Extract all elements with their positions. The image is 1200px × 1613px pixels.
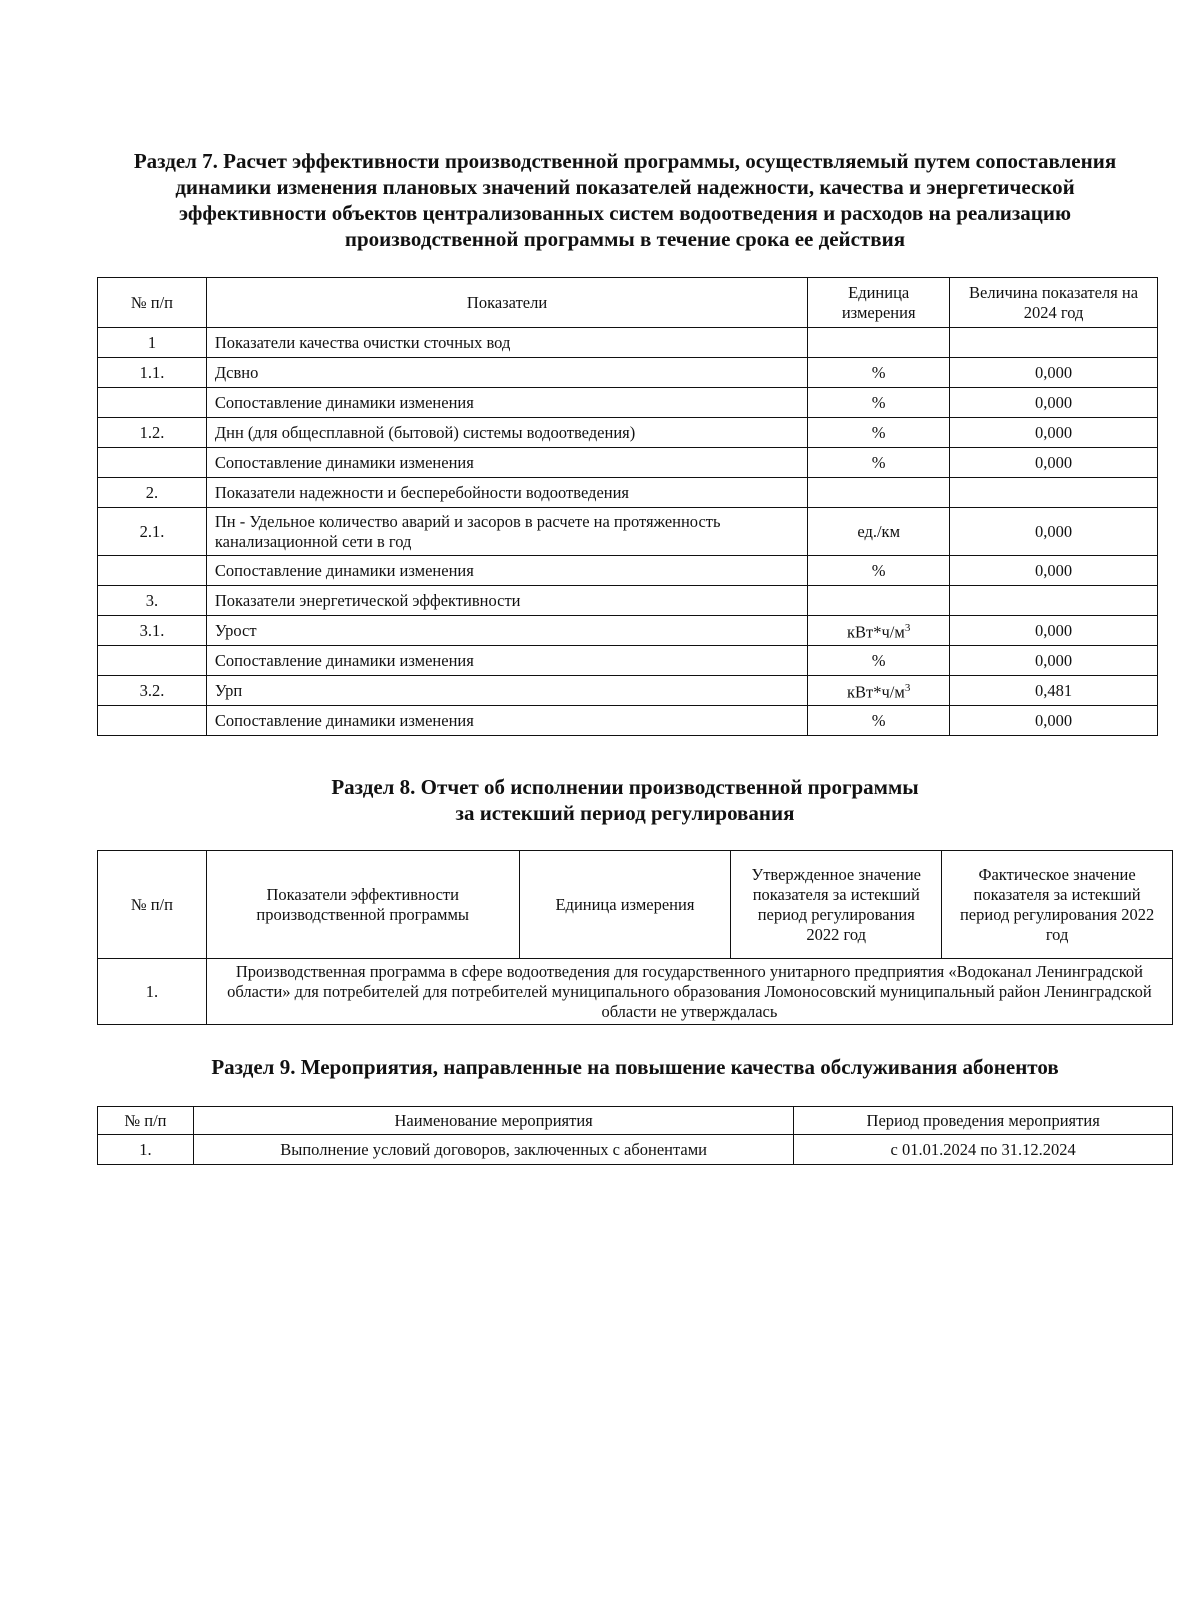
cell-unit-text: %: [871, 560, 886, 580]
cell-value-text: 0,481: [1035, 680, 1073, 700]
header-indicator: Показатели эффективности производственной программы: [206, 851, 519, 959]
cell-indicator: [206, 706, 807, 736]
cell-indicator: [206, 646, 807, 676]
cell-value: [950, 508, 1158, 556]
row-num: 1.: [98, 959, 207, 1025]
table-row: [98, 586, 1158, 616]
cell-num: [98, 646, 207, 676]
cell-indicator-text: Сопоставление динамики изменения: [214, 710, 474, 730]
cell-value: [950, 478, 1158, 508]
row-num: 1.: [98, 1135, 194, 1165]
section8-title-line1: Раздел 8. Отчет об исполнении производственной программы: [331, 775, 919, 799]
cell-value: [950, 388, 1158, 418]
cell-num: [98, 418, 207, 448]
cell-unit: [808, 556, 950, 586]
cell-unit-text: %: [871, 710, 886, 730]
cell-value: [950, 418, 1158, 448]
cell-indicator-text: Днн (для общесплавной (бытовой) системы водоотведения): [214, 422, 636, 442]
cell-unit: [808, 706, 950, 736]
cell-num: [98, 508, 207, 556]
cell-value-text: 0,000: [1035, 392, 1073, 412]
cell-num: [98, 358, 207, 388]
cell-indicator-text: Урп: [214, 680, 243, 700]
section8-title-line2: за истекший период регулирования: [455, 801, 795, 825]
cell-value: [950, 706, 1158, 736]
cell-indicator: [206, 358, 807, 388]
cell-indicator: [206, 388, 807, 418]
cell-num-text: 3.2.: [139, 680, 165, 700]
section7-title: Раздел 7. Расчет эффективности производственной программы, осуществляемый путем сопоставления динамики изменения плановых значений показателей надежности, качества и энергетической эффективности объектов централизованных систем водоотведения и расходов на реализацию производственной программы в течение срока ее действия: [133, 149, 1117, 251]
cell-indicator: [206, 418, 807, 448]
header-indicator: Показатели: [206, 278, 807, 328]
header-num: № п/п: [98, 278, 207, 328]
header-actual: Фактическое значение показателя за истекший период регулирования 2022 год: [942, 851, 1173, 959]
cell-unit-text: %: [871, 392, 886, 412]
cell-unit: [808, 328, 950, 358]
cell-indicator: [206, 328, 807, 358]
cell-value-text: 0,000: [1035, 422, 1073, 442]
table-row: [98, 676, 1158, 706]
cell-unit-text: ед./км: [857, 521, 901, 541]
cell-unit: [808, 616, 950, 646]
cell-num: [98, 616, 207, 646]
cell-num: [98, 328, 207, 358]
table-row: [98, 478, 1158, 508]
cell-unit: [808, 388, 950, 418]
table-row: [98, 706, 1158, 736]
section8-title: [110, 774, 1140, 826]
cell-value: [950, 586, 1158, 616]
cell-num-text: 2.1.: [139, 521, 165, 541]
table-row: [98, 959, 1173, 1025]
cell-unit: [808, 676, 950, 706]
table-row: [98, 358, 1158, 388]
table-row: [98, 448, 1158, 478]
cell-unit: [808, 478, 950, 508]
cell-num: [98, 556, 207, 586]
header-name: Наименование мероприятия: [193, 1107, 793, 1135]
header-unit: Единица измерения: [808, 278, 950, 328]
cell-value: [950, 646, 1158, 676]
cell-indicator-text: Показатели надежности и бесперебойности водоотведения: [214, 482, 630, 502]
cell-num-text: 1: [147, 332, 157, 352]
cell-unit-text: %: [871, 362, 886, 382]
cell-value-text: 0,000: [1035, 452, 1073, 472]
table-row: [98, 328, 1158, 358]
cell-value-text: 0,000: [1035, 650, 1073, 670]
cell-num-text: 2.: [145, 482, 159, 502]
cell-indicator: [206, 508, 807, 556]
cell-indicator-text: Сопоставление динамики изменения: [214, 452, 474, 472]
row-text: Производственная программа в сфере водоотведения для государственного унитарного предприятия «Водоканал Ленинградской области» для потребителей для потребителей муниципального образования Ломоносовский муниципальный район Ленинградской области не утверждалась: [206, 959, 1172, 1025]
header-num: № п/п: [98, 1107, 194, 1135]
cell-indicator-text: Показатели качества очистки сточных вод: [214, 332, 511, 352]
header-unit: Единица измерения: [519, 851, 731, 959]
cell-unit-text: %: [871, 650, 886, 670]
section8-table: [97, 850, 1173, 1025]
cell-unit-text: кВт*ч/м: [847, 622, 905, 642]
cell-value: [950, 448, 1158, 478]
cell-num: [98, 676, 207, 706]
table-row: [98, 616, 1158, 646]
table-row: [98, 388, 1158, 418]
cell-unit: [808, 448, 950, 478]
section7-table: [97, 277, 1158, 736]
unit-superscript: 3: [904, 622, 911, 635]
cell-unit: [808, 586, 950, 616]
cell-value-text: 0,000: [1035, 560, 1073, 580]
cell-value: [950, 556, 1158, 586]
cell-indicator-text: Показатели энергетической эффективности: [214, 590, 521, 610]
cell-unit: [808, 358, 950, 388]
cell-num: [98, 448, 207, 478]
cell-value-text: 0,000: [1035, 362, 1073, 382]
cell-num: [98, 478, 207, 508]
cell-indicator-text: Пн - Удельное количество аварий и засоров в расчете на протяженность канализационной сети в год: [214, 511, 721, 551]
cell-value: [950, 358, 1158, 388]
cell-indicator-text: Сопоставление динамики изменения: [214, 560, 474, 580]
cell-unit: [808, 646, 950, 676]
cell-num: [98, 586, 207, 616]
header-value: Величина показателя на 2024 год: [950, 278, 1158, 328]
header-period: Период проведения мероприятия: [794, 1107, 1173, 1135]
cell-num-text: 1.1.: [139, 362, 165, 382]
cell-num: [98, 706, 207, 736]
cell-indicator: [206, 556, 807, 586]
cell-value: [950, 616, 1158, 646]
cell-indicator-text: Сопоставление динамики изменения: [214, 392, 474, 412]
cell-num-text: 3.: [145, 590, 159, 610]
header-approved: Утвержденное значение показателя за истекший период регулирования 2022 год: [731, 851, 942, 959]
row-name: Выполнение условий договоров, заключенных с абонентами: [193, 1135, 793, 1165]
cell-indicator: [206, 676, 807, 706]
cell-unit: [808, 418, 950, 448]
cell-indicator-text: Сопоставление динамики изменения: [214, 650, 474, 670]
cell-num-text: 3.1.: [139, 620, 165, 640]
cell-unit: [808, 508, 950, 556]
row-period: с 01.01.2024 по 31.12.2024: [794, 1135, 1173, 1165]
cell-unit-text: кВт*ч/м: [847, 682, 905, 702]
cell-unit-text: %: [871, 422, 886, 442]
cell-value: [950, 676, 1158, 706]
section9-title: Раздел 9. Мероприятия, направленные на повышение качества обслуживания абонентов: [211, 1055, 1059, 1079]
cell-value-text: 0,000: [1035, 521, 1073, 541]
cell-indicator: [206, 448, 807, 478]
cell-value: [950, 328, 1158, 358]
cell-indicator-text: Урост: [214, 620, 257, 640]
cell-num: [98, 388, 207, 418]
cell-indicator: [206, 478, 807, 508]
table-row: [98, 1135, 1173, 1165]
section9-table: [97, 1106, 1173, 1165]
cell-value-text: 0,000: [1035, 620, 1073, 640]
table-row: [98, 418, 1158, 448]
table-row: [98, 556, 1158, 586]
cell-indicator: [206, 616, 807, 646]
cell-num-text: 1.2.: [139, 422, 165, 442]
table-row: [98, 508, 1158, 556]
cell-indicator: [206, 586, 807, 616]
header-num: № п/п: [98, 851, 207, 959]
unit-superscript: 3: [904, 682, 911, 695]
cell-unit-text: %: [871, 452, 886, 472]
table-row: [98, 646, 1158, 676]
cell-value-text: 0,000: [1035, 710, 1073, 730]
cell-indicator-text: Дсвно: [214, 362, 259, 382]
